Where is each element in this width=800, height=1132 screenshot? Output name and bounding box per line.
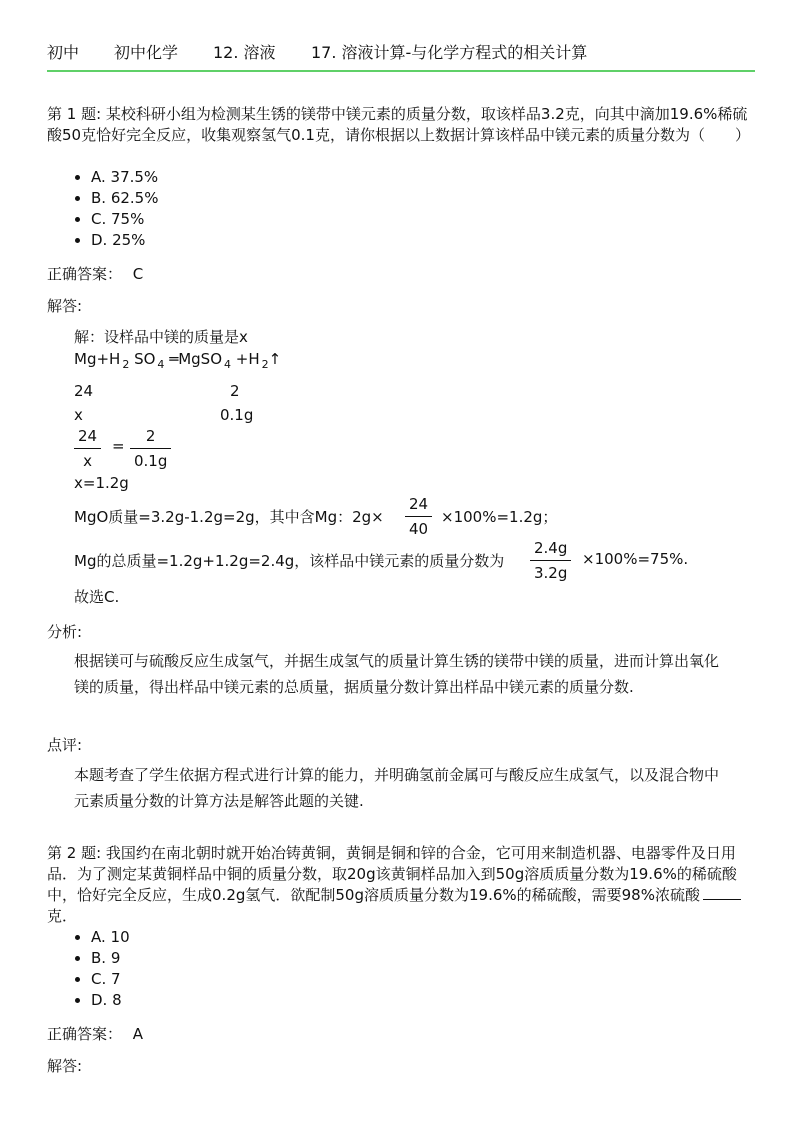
fraction-24-over-40 — [405, 494, 432, 539]
equation-subscript: 2 — [261, 358, 269, 371]
option-b: B. 62.5% — [47, 188, 158, 209]
option-a: A. 10 — [47, 927, 130, 948]
fraction-denominator: 0.1g — [134, 452, 168, 470]
breadcrumb-level: 初中 — [47, 43, 80, 62]
ratio-h2-actual: 0.1g — [220, 406, 254, 424]
option-d: D. 25% — [47, 230, 158, 251]
question-2-unit: 克． — [47, 907, 78, 925]
answer-label: 正确答案： — [47, 265, 123, 283]
x-result: x=1.2g — [74, 474, 129, 492]
ratio-h2-mass: 2 — [230, 382, 240, 400]
solution-label: 解答: — [47, 1057, 83, 1075]
equals-sign: = — [112, 437, 125, 455]
question-1-options — [47, 167, 158, 251]
chemical-equation — [74, 350, 281, 371]
equation-part: Mg+H — [74, 350, 121, 368]
header-divider — [47, 70, 755, 72]
ratio-x: x — [74, 406, 83, 424]
gas-arrow: ↑ — [268, 350, 282, 368]
question-1-text: 第 1 题: 某校科研小组为检测某生锈的镁带中镁元素的质量分数，取该样品3.2克，向其中滴加19.6%稀硫酸50克恰好完全反应，收集观察氢气0.1克，请你根据以上数据计算该样品中镁元素的质量分数为（ ） — [47, 105, 750, 144]
mgo-mass-tail: ×100%=1.2g； — [441, 508, 558, 526]
equation-subscript: 4 — [224, 358, 232, 371]
breadcrumb-chapter: 12. 溶液 — [213, 43, 276, 62]
fraction-denominator: 3.2g — [534, 564, 568, 582]
fraction-numerator: 24 — [405, 494, 432, 517]
fraction-24-over-x — [74, 426, 101, 471]
fraction-2-over-0.1g — [130, 426, 171, 471]
analysis-text: 根据镁可与硫酸反应生成氢气，并据生成氢气的质量计算生锈的镁带中镁的质量，进而计算出氧化镁的质量，得出样品中镁元素的总质量，据质量分数计算出样品中镁元素的质量分数. — [74, 652, 720, 696]
total-mass-tail: ×100%=75%. — [582, 550, 689, 568]
question-2-stem: 第 2 题: 我国约在南北朝时就开始冶铸黄铜，黄铜是铜和锌的合金，它可用来制造机器、电器零件及日用品．为了测定某黄铜样品中铜的质量分数，取20g该黄铜样品加入到50g溶质质量分数为19.6%的稀硫酸中，恰好完全反应，生成0.2g氢气．欲配制50g溶质质量分数为19.6%的稀硫酸，需要98%浓硫酸 — [47, 844, 737, 904]
question-2-answer — [47, 1023, 143, 1044]
ratio-mg-mass: 24 — [74, 382, 94, 400]
equation-part: ═MgSO — [164, 350, 223, 368]
equation-subscript: 4 — [157, 358, 165, 371]
fraction-numerator: 2 — [130, 426, 171, 449]
answer-value: A — [132, 1025, 144, 1043]
fraction-numerator: 24 — [74, 426, 101, 449]
breadcrumb-subject: 初中化学 — [114, 43, 179, 62]
comment-text: 本题考查了学生依据方程式进行计算的能力，并明确氢前金属可与酸反应生成氢气，以及混合物中元素质量分数的计算方法是解答此题的关键. — [74, 766, 720, 810]
option-c: C. 7 — [47, 969, 130, 990]
equation-part: +H — [231, 350, 260, 368]
mgo-mass-text: MgO质量=3.2g-1.2g=2g，其中含Mg：2g× — [74, 508, 384, 526]
question-2-text — [47, 843, 759, 927]
answer-blank — [703, 885, 741, 900]
question-1-answer — [47, 263, 143, 284]
answer-label: 正确答案： — [47, 1025, 123, 1043]
solution-line-setup: 解：设样品中镁的质量是x — [74, 328, 248, 346]
option-c: C. 75% — [47, 209, 158, 230]
fraction-denominator: 40 — [409, 520, 429, 538]
analysis-label: 分析: — [47, 623, 83, 641]
solution-conclusion: 故选C. — [74, 588, 120, 606]
breadcrumb-section: 17. 溶液计算-与化学方程式的相关计算 — [311, 43, 588, 62]
answer-value: C — [132, 265, 144, 283]
option-a: A. 37.5% — [47, 167, 158, 188]
equation-part: SO — [129, 350, 156, 368]
option-d: D. 8 — [47, 990, 130, 1011]
equation-subscript: 2 — [122, 358, 130, 371]
solution-label: 解答: — [47, 297, 83, 315]
comment-label: 点评: — [47, 736, 83, 754]
fraction-2.4g-over-3.2g — [530, 538, 571, 583]
option-b: B. 9 — [47, 948, 130, 969]
total-mass-text: Mg的总质量=1.2g+1.2g=2.4g，该样品中镁元素的质量分数为 — [74, 552, 505, 570]
fraction-denominator: x — [83, 452, 92, 470]
fraction-numerator: 2.4g — [530, 538, 571, 561]
question-2-options — [47, 927, 130, 1011]
